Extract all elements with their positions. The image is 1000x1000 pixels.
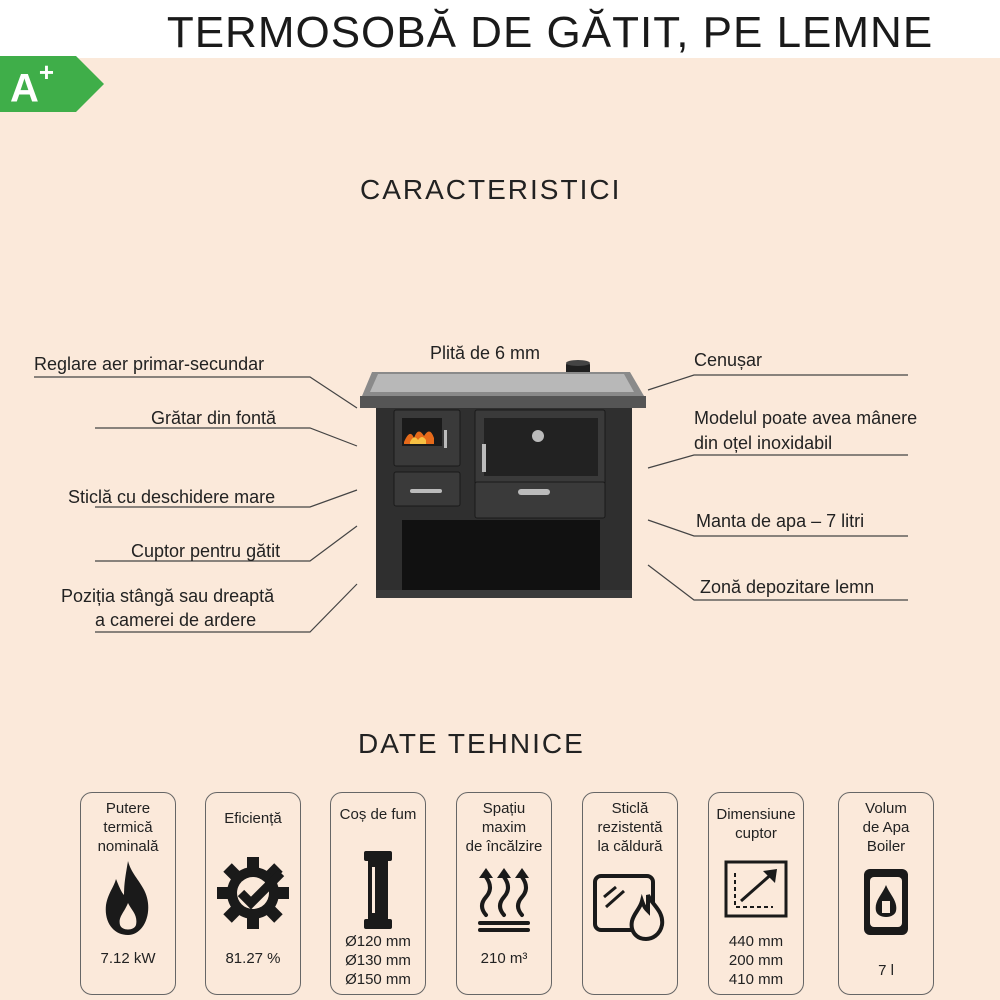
spec-title-line: Spațiu bbox=[482, 800, 526, 817]
label-air-regulation: Reglare aer primar-secundar bbox=[34, 354, 265, 374]
spec-card-power bbox=[80, 792, 176, 995]
spec-title-line: termică bbox=[103, 819, 153, 836]
spec-card-boiler-volume bbox=[838, 792, 934, 995]
label-wood-storage: Zonă depozitare lemn bbox=[700, 577, 875, 597]
label-handles-line2: din oțel inoxidabil bbox=[694, 433, 833, 453]
water-boiler-icon bbox=[862, 867, 910, 937]
stove-illustration bbox=[358, 358, 648, 603]
spec-title bbox=[206, 809, 300, 828]
page-title: TERMOSOBĂ DE GĂTIT, PE LEMNE bbox=[166, 8, 934, 57]
spec-title-line: Dimensiune bbox=[716, 806, 796, 823]
oven-dimensions-icon bbox=[723, 859, 789, 919]
label-plate: Plită de 6 mm bbox=[430, 343, 541, 363]
features-title: CARACTERISTICI bbox=[360, 174, 622, 205]
spec-value-line: 410 mm bbox=[728, 971, 784, 988]
chimney-pipe-icon bbox=[358, 849, 398, 931]
label-oven: Cuptor pentru gătit bbox=[131, 541, 281, 561]
spec-title bbox=[583, 799, 677, 856]
spec-title-line: nominală bbox=[97, 838, 159, 855]
gear-check-icon bbox=[215, 855, 291, 931]
spec-value-line: 200 mm bbox=[728, 952, 784, 969]
spec-title-line: Coș de fum bbox=[339, 806, 417, 823]
spec-title bbox=[709, 805, 803, 843]
spec-value: 7 l bbox=[878, 962, 894, 979]
spec-title-line: Putere bbox=[105, 800, 151, 817]
label-handles-line1: Modelul poate avea mânere bbox=[694, 408, 918, 428]
spec-title bbox=[81, 799, 175, 856]
energy-class-plus: + bbox=[38, 57, 55, 87]
spec-card-oven-size bbox=[708, 792, 804, 995]
spec-title-line: Eficiență bbox=[224, 810, 282, 827]
spec-value: 210 m³ bbox=[480, 950, 528, 967]
label-position-line1: Poziția stângă sau dreaptă bbox=[61, 586, 275, 606]
label-position-line2: a camerei de ardere bbox=[95, 610, 257, 630]
label-cast-iron-grate: Grătar din fontă bbox=[151, 408, 277, 428]
spec-card-chimney bbox=[330, 792, 426, 995]
spec-title-line: Sticlă bbox=[611, 800, 649, 817]
spec-title-line: rezistentă bbox=[597, 819, 663, 836]
spec-value-line: Ø130 mm bbox=[345, 952, 411, 969]
spec-title-line: cuptor bbox=[735, 825, 777, 842]
spec-value-line: Ø150 mm bbox=[345, 971, 411, 988]
spec-title-line: de încălzire bbox=[465, 838, 543, 855]
spec-title-line: Boiler bbox=[866, 838, 906, 855]
spec-title-line: la căldură bbox=[597, 838, 663, 855]
spec-title-line: de Apa bbox=[862, 819, 910, 836]
heat-glass-icon bbox=[592, 873, 668, 941]
spec-value bbox=[709, 932, 803, 989]
spec-card-heating-space bbox=[456, 792, 552, 995]
heat-waves-icon bbox=[476, 865, 532, 933]
spec-card-heat-glass bbox=[582, 792, 678, 995]
label-ash-pan: Cenușar bbox=[694, 350, 763, 370]
specs-title: DATE TEHNICE bbox=[358, 728, 585, 759]
spec-value-line: 440 mm bbox=[728, 933, 784, 950]
spec-value: 81.27 % bbox=[225, 950, 281, 967]
flame-icon bbox=[98, 859, 158, 937]
label-wide-glass: Sticlă cu deschidere mare bbox=[68, 487, 276, 507]
spec-title bbox=[457, 799, 551, 856]
energy-class-letter: A bbox=[10, 66, 39, 111]
spec-value-line: Ø120 mm bbox=[345, 933, 411, 950]
spec-value bbox=[331, 932, 425, 989]
spec-value: 7.12 kW bbox=[100, 950, 156, 967]
label-water-jacket: Manta de apa – 7 litri bbox=[696, 511, 865, 531]
spec-title bbox=[331, 805, 425, 824]
spec-title bbox=[839, 799, 933, 856]
spec-card-efficiency bbox=[205, 792, 301, 995]
spec-title-line: Volum bbox=[865, 800, 907, 817]
spec-title-line: maxim bbox=[481, 819, 527, 836]
